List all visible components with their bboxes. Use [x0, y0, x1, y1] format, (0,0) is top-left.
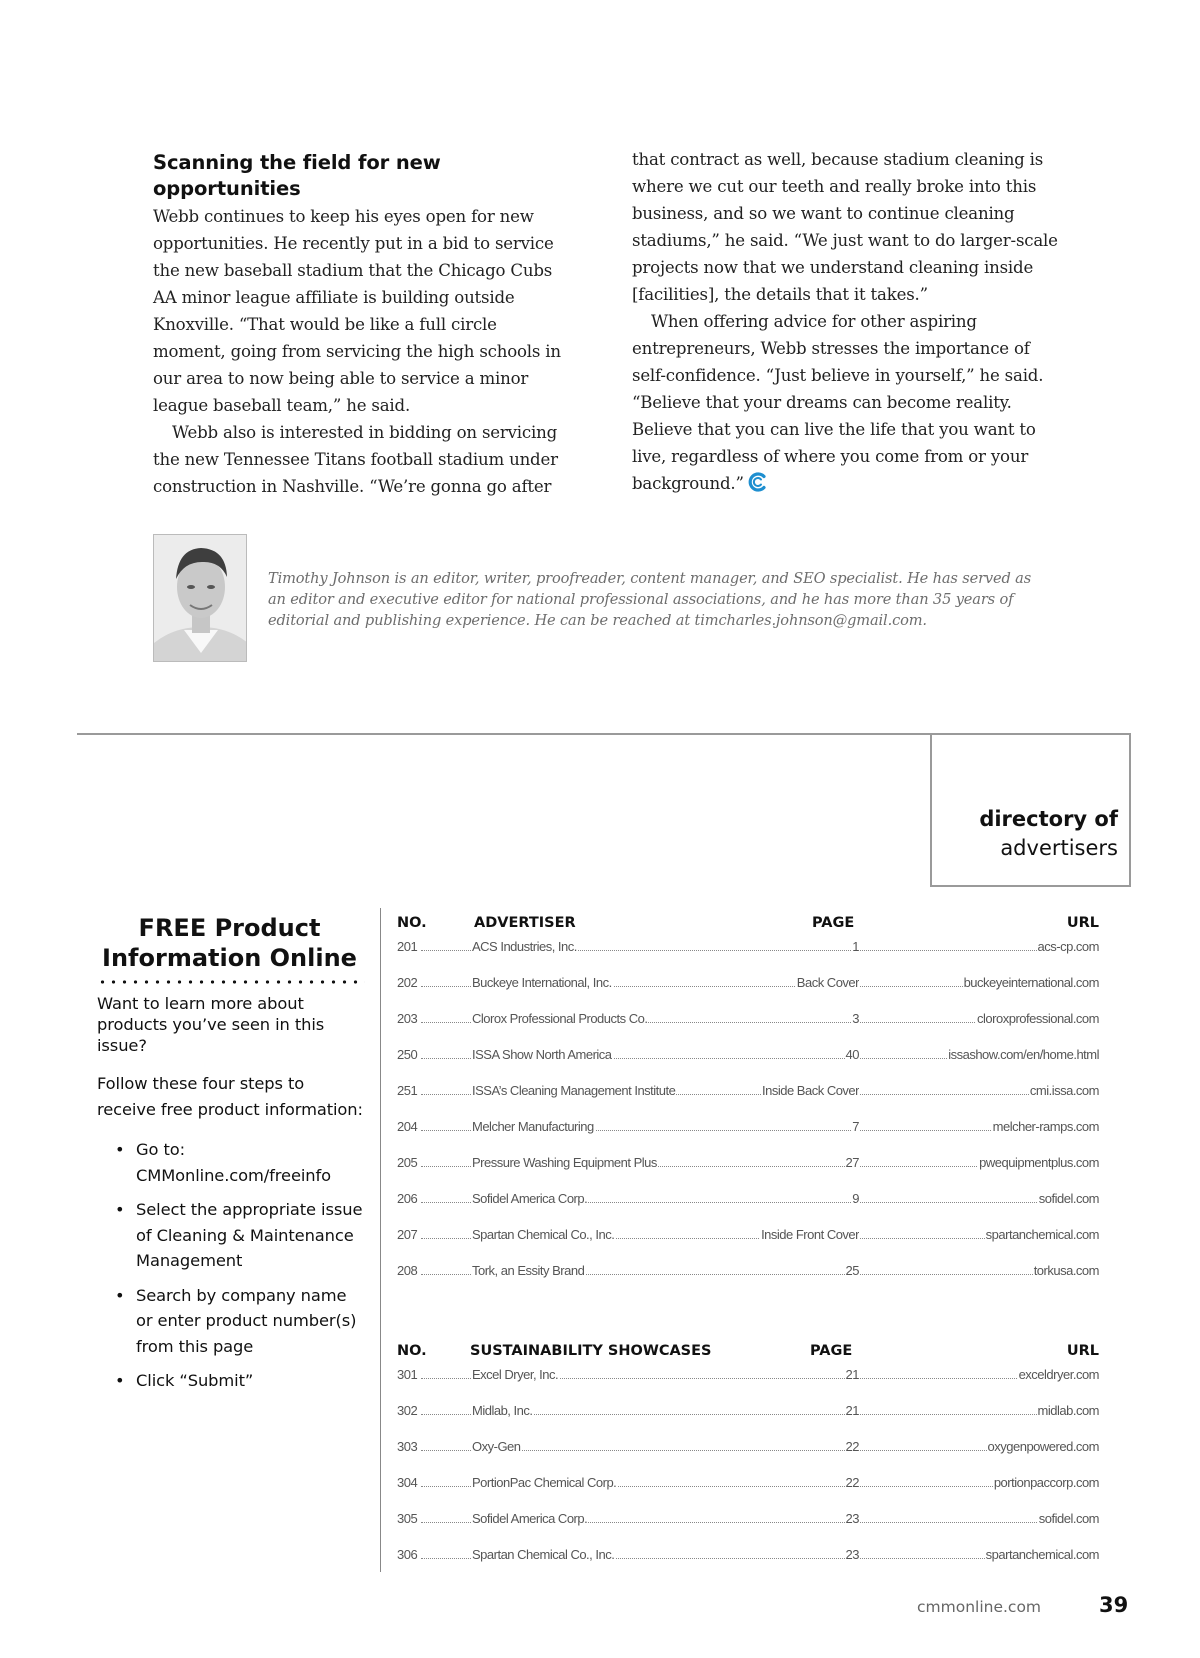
row-name: Excel Dryer, Inc.	[472, 1367, 559, 1382]
table-row	[397, 1187, 1099, 1223]
row-page: 25	[845, 1263, 859, 1278]
row-page: 3	[852, 1011, 859, 1026]
sidebar-steps-intro: Follow these four steps to receive free product information:	[97, 1074, 363, 1119]
row-page: 9	[852, 1191, 859, 1206]
row-page: 1	[852, 939, 859, 954]
row-number: 203	[397, 1011, 418, 1026]
row-url: issashow.com/en/home.html	[948, 1047, 1099, 1062]
table-row	[397, 1543, 1099, 1579]
article-left-column	[153, 150, 573, 500]
header-no: NO.	[397, 915, 427, 931]
row-name: Clorox Professional Products Co.	[472, 1011, 648, 1026]
row-number: 207	[397, 1227, 418, 1242]
steps-list	[97, 1137, 365, 1394]
row-number: 303	[397, 1439, 418, 1454]
row-number: 206	[397, 1191, 418, 1206]
table-row	[397, 1151, 1099, 1187]
row-name: Oxy-Gen	[472, 1439, 521, 1454]
row-number: 204	[397, 1119, 418, 1134]
table-row	[397, 1259, 1099, 1295]
row-name: Buckeye International, Inc.	[472, 975, 612, 990]
header-url: URL	[1066, 915, 1099, 931]
advertiser-rows	[397, 935, 1099, 1295]
author-bio: Timothy Johnson is an editor, writer, proofreader, content manager, and SEO specialist. He has served as an editor and executive editor for national professional associations, and he has more than 35 years of editorial and publishing experience. He can be reached at timcharles.johnson@gmail.com.	[268, 570, 1032, 629]
advertiser-table	[397, 913, 1099, 1295]
row-name: Tork, an Essity Brand	[472, 1263, 585, 1278]
table-row	[397, 1507, 1099, 1543]
page-number: 39	[1099, 1593, 1129, 1617]
header-page: PAGE	[810, 1343, 853, 1359]
table-row	[397, 1223, 1099, 1259]
table-row	[397, 1007, 1099, 1043]
step-item: • Select the appropriate issue of Cleaning & Maintenance Management	[97, 1197, 365, 1274]
row-url: sofidel.com	[1038, 1191, 1099, 1206]
step-item: • Click “Submit”	[97, 1368, 365, 1394]
row-number: 304	[397, 1475, 418, 1490]
row-page: 21	[845, 1403, 859, 1418]
row-number: 205	[397, 1155, 418, 1170]
table-row	[397, 1043, 1099, 1079]
row-number: 251	[397, 1083, 418, 1098]
row-page: 7	[852, 1119, 859, 1134]
table-header	[397, 913, 1099, 935]
column-divider	[380, 908, 381, 1572]
step-item: • Go to: CMMonline.com/freeinfo	[97, 1137, 365, 1188]
row-page: Inside Back Cover	[762, 1083, 859, 1098]
table-row	[397, 1435, 1099, 1471]
row-number: 201	[397, 939, 418, 954]
section-divider	[77, 733, 932, 735]
author-portrait-icon	[154, 535, 247, 662]
row-page: 23	[845, 1511, 859, 1526]
row-name: Sofidel America Corp.	[472, 1511, 588, 1526]
row-number: 302	[397, 1403, 418, 1418]
table-row	[397, 1363, 1099, 1399]
table-row	[397, 1399, 1099, 1435]
row-page: 23	[845, 1547, 859, 1562]
table-row	[397, 971, 1099, 1007]
free-info-sidebar	[97, 913, 365, 1403]
step-item: • Search by company name or enter product number(s) from this page	[97, 1283, 365, 1360]
article-right-column	[632, 146, 1062, 497]
table-row	[397, 1079, 1099, 1115]
table-row	[397, 1115, 1099, 1151]
article-paragraph-text: When offering advice for other aspiring entrepreneurs, Webb stresses the importance of self-confidence. “Just believe in yourself,” he said. “Believe that your dreams can become reality. Believe that you can live the life that you want to live, regardless of where you come from or your background.”	[632, 312, 1044, 493]
row-page: Back Cover	[796, 975, 859, 990]
header-url: URL	[1066, 1343, 1099, 1359]
author-photo	[153, 534, 247, 662]
section-heading: Scanning the field for new opportunities	[153, 151, 441, 200]
article-paragraph: Webb continues to keep his eyes open for new opportunities. He recently put in a bid to service the new baseball stadium that the Chicago Cubs AA minor league affiliate is building outside Knoxville. “That would be like a full circle moment, going from servicing the high schools in our area to now being able to service a minor league baseball team,” he said.	[153, 207, 561, 415]
row-name: Spartan Chemical Co., Inc.	[472, 1547, 615, 1562]
row-name: ISSA’s Cleaning Management Institute	[472, 1083, 676, 1098]
table-header	[397, 1341, 1099, 1363]
header-showcase: SUSTAINABILITY SHOWCASES	[470, 1343, 712, 1359]
row-name: Pressure Washing Equipment Plus	[472, 1155, 657, 1170]
row-url: cloroxprofessional.com	[977, 1011, 1099, 1026]
row-page: 22	[845, 1475, 859, 1490]
row-number: 301	[397, 1367, 418, 1382]
sidebar-title: FREE Product Information Online	[102, 914, 357, 972]
row-page: Inside Front Cover	[761, 1227, 859, 1242]
showcase-table	[397, 1341, 1099, 1579]
directory-title-box	[930, 733, 1131, 887]
article-paragraph	[632, 308, 1062, 497]
sidebar-intro: Want to learn more about products you’ve seen in this issue?	[97, 994, 325, 1055]
row-number: 202	[397, 975, 418, 990]
end-mark-icon	[748, 472, 768, 492]
table-row	[397, 935, 1099, 971]
header-page: PAGE	[812, 915, 855, 931]
row-name: Sofidel America Corp.	[472, 1191, 588, 1206]
row-url: torkusa.com	[1033, 1263, 1099, 1278]
row-number: 306	[397, 1547, 418, 1562]
row-name: PortionPac Chemical Corp.	[472, 1475, 617, 1490]
table-row	[397, 1471, 1099, 1507]
row-number: 208	[397, 1263, 418, 1278]
row-name: Midlab, Inc.	[472, 1403, 533, 1418]
row-url: oxygenpowered.com	[987, 1439, 1099, 1454]
header-advertiser: ADVERTISER	[474, 915, 576, 931]
showcase-rows	[397, 1363, 1099, 1579]
row-url: melcher-ramps.com	[992, 1119, 1099, 1134]
row-name: Melcher Manufacturing	[472, 1119, 594, 1134]
row-url: pwequipmentplus.com	[979, 1155, 1099, 1170]
directory-title-bold: directory of	[979, 807, 1118, 831]
row-page: 21	[845, 1367, 859, 1382]
header-no: NO.	[397, 1343, 427, 1359]
row-url: exceldryer.com	[1018, 1367, 1099, 1382]
row-page: 22	[845, 1439, 859, 1454]
row-url: sofidel.com	[1038, 1511, 1099, 1526]
row-url: midlab.com	[1037, 1403, 1099, 1418]
row-page: 27	[845, 1155, 859, 1170]
row-number: 305	[397, 1511, 418, 1526]
row-name: ACS Industries, Inc.	[472, 939, 577, 954]
row-number: 250	[397, 1047, 418, 1062]
row-url: spartanchemical.com	[985, 1547, 1099, 1562]
row-url: cmi.issa.com	[1029, 1083, 1099, 1098]
dotted-divider	[97, 979, 365, 985]
row-url: buckeyeinternational.com	[963, 975, 1099, 990]
article-paragraph: that contract as well, because stadium cleaning is where we cut our teeth and really broke into this business, and so we want to continue cleaning stadiums,” he said. “We just want to do larger-scale projects now that we understand cleaning inside [facilities], the details that it takes.”	[632, 150, 1058, 304]
directory-title-light: advertisers	[1000, 836, 1118, 860]
footer-site: cmmonline.com	[917, 1598, 1042, 1616]
row-url: acs-cp.com	[1037, 939, 1099, 954]
row-name: ISSA Show North America	[472, 1047, 612, 1062]
row-page: 40	[845, 1047, 859, 1062]
directory-title	[979, 805, 1118, 863]
row-name: Spartan Chemical Co., Inc.	[472, 1227, 615, 1242]
row-url: portionpaccorp.com	[993, 1475, 1099, 1490]
row-url: spartanchemical.com	[985, 1227, 1099, 1242]
article-paragraph: Webb also is interested in bidding on servicing the new Tennessee Titans football stadium under construction in Nashville. “We’re gonna go after	[153, 423, 558, 496]
